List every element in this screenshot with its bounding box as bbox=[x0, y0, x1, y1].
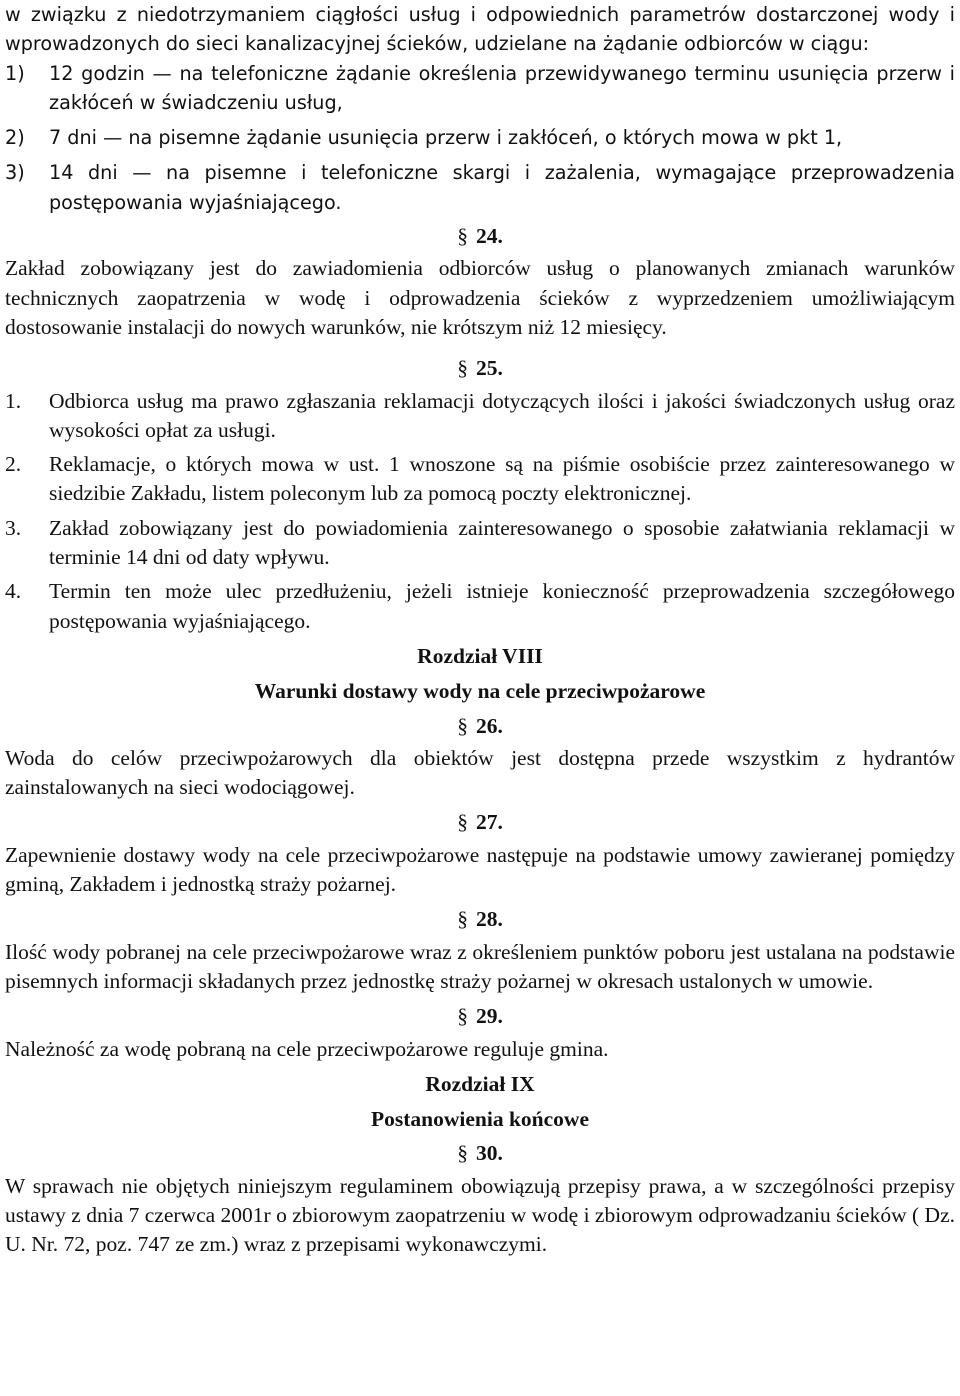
section-number: 28. bbox=[475, 907, 503, 932]
chapter-subtitle: Warunki dostawy wody na cele przeciwpożarowe bbox=[254, 679, 706, 704]
list-item bbox=[5, 450, 955, 509]
section-heading-26 bbox=[5, 712, 955, 741]
list-item-text: Reklamacje, o których mowa w ust. 1 wnoszone są na piśmie osobiście przez zainteresowanego w siedzibie Zakładu, listem poleconym lub za pomocą poczty elektronicznej. bbox=[49, 452, 955, 506]
list-item-text: 12 godzin — na telefoniczne żądanie określenia przewidywanego terminu usunięcia przerw i zakłóceń w świadczeniu usług, bbox=[49, 61, 955, 114]
list-item-text: Odbiorca usług ma prawo zgłaszania reklamacji dotyczących ilości i jakości świadczonych usług oraz wysokości opłat za usługi. bbox=[49, 388, 955, 442]
list-item-text: 7 dni — na pisemne żądanie usunięcia przerw i zakłóceń, o których mowa w pkt 1, bbox=[49, 126, 843, 150]
section-number: 30. bbox=[475, 1141, 503, 1166]
section-symbol: § bbox=[457, 810, 468, 835]
section-heading-30 bbox=[5, 1139, 955, 1168]
section-symbol: § bbox=[457, 224, 468, 249]
section-30-text: W sprawach nie objętych niniejszym regulaminem obowiązują przepisy prawa, a w szczególności przepisy ustawy z dnia 7 czerwca 2001r o zbiorowym zaopatrzeniu w wodę i zbiorowym odprowadzaniu ścieków ( Dz. U. Nr. 72, poz. 747 ze zm.) wraz z przepisami wykonawczymi. bbox=[5, 1173, 955, 1257]
section-symbol: § bbox=[457, 356, 468, 381]
section-27-text: Zapewnienie dostawy wody na cele przeciwpożarowe następuje na podstawie umowy zawieranej pomiędzy gminą, Zakładem i jednostką straży pożarnej. bbox=[5, 842, 955, 897]
section-26-text: Woda do celów przeciwpożarowych dla obiektów jest dostępna przede wszystkim z hydrantów zainstalowanych na sieci wodociągowej. bbox=[5, 745, 955, 800]
chapter-subtitle: Postanowienia końcowe bbox=[371, 1107, 589, 1132]
section-symbol: § bbox=[457, 907, 468, 932]
section-symbol: § bbox=[457, 1141, 468, 1166]
section-symbol: § bbox=[457, 1004, 468, 1029]
list-item bbox=[5, 123, 955, 152]
list-item-number: 2. bbox=[5, 452, 22, 477]
section-number: 25. bbox=[475, 356, 503, 381]
list-item-text: 14 dni — na pisemne i telefoniczne skargi i zażalenia, wymagające przeprowadzenia postępowania wyjaśniającego. bbox=[49, 161, 955, 214]
list-item-number: 4. bbox=[5, 579, 22, 604]
list-item-text: Zakład zobowiązany jest do powiadomienia zainteresowanego o sposobie załatwiania reklamacji w terminie 14 dni od daty wpływu. bbox=[49, 515, 955, 570]
section-28-text: Ilość wody pobranej na cele przeciwpożarowe wraz z określeniem punktów poboru jest ustalana na podstawie pisemnych informacji składanych przez jednostkę straży pożarnej w okresach ustalonych w umowie. bbox=[5, 939, 955, 993]
list-item-text: Termin ten może ulec przedłużeniu, jeżeli istnieje konieczność przeprowadzenia szczegółowego postępowania wyjaśniającego. bbox=[49, 579, 955, 633]
section-heading-24 bbox=[5, 222, 955, 251]
list-item-number: 2) bbox=[5, 126, 25, 150]
list-item bbox=[5, 387, 955, 446]
section-number: 26. bbox=[475, 713, 503, 738]
section-number: 27. bbox=[475, 810, 503, 835]
list-item bbox=[5, 59, 955, 118]
section-heading-29 bbox=[5, 1002, 955, 1031]
list-item bbox=[5, 158, 955, 217]
section-29-text: Należność za wodę pobraną na cele przeciwpożarowe reguluje gmina. bbox=[5, 1036, 609, 1061]
list-item-number: 1. bbox=[5, 388, 22, 413]
list-item-number: 3) bbox=[5, 161, 25, 185]
section-number: 24. bbox=[475, 224, 503, 249]
section-number: 29. bbox=[475, 1004, 503, 1029]
list-item bbox=[5, 577, 955, 636]
list-item-number: 1) bbox=[5, 61, 25, 85]
section-heading-27 bbox=[5, 808, 955, 837]
chapter-title: Rozdział VIII bbox=[417, 643, 543, 668]
section-heading-25 bbox=[5, 354, 955, 383]
section-symbol: § bbox=[457, 713, 468, 738]
section-24-text: Zakład zobowiązany jest do zawiadomienia odbiorców usług o planowanych zmianach warunków technicznych zaopatrzenia w wodę i odprowadzenia ścieków z wyprzedzeniem umożliwiającym dostosowanie instalacji do nowych warunków, nie krótszym niż 12 miesięcy. bbox=[5, 256, 955, 339]
intro-paragraph: w związku z niedotrzymaniem ciągłości usług i odpowiednich parametrów dostarczonej wody i wprowadzonych do sieci kanalizacyjnej ścieków, udzielane na żądanie odbiorców w ciągu: bbox=[5, 3, 955, 56]
section-heading-28 bbox=[5, 905, 955, 934]
list-item-number: 3. bbox=[5, 515, 22, 540]
list-item bbox=[5, 514, 955, 573]
chapter-title: Rozdział IX bbox=[425, 1071, 535, 1096]
